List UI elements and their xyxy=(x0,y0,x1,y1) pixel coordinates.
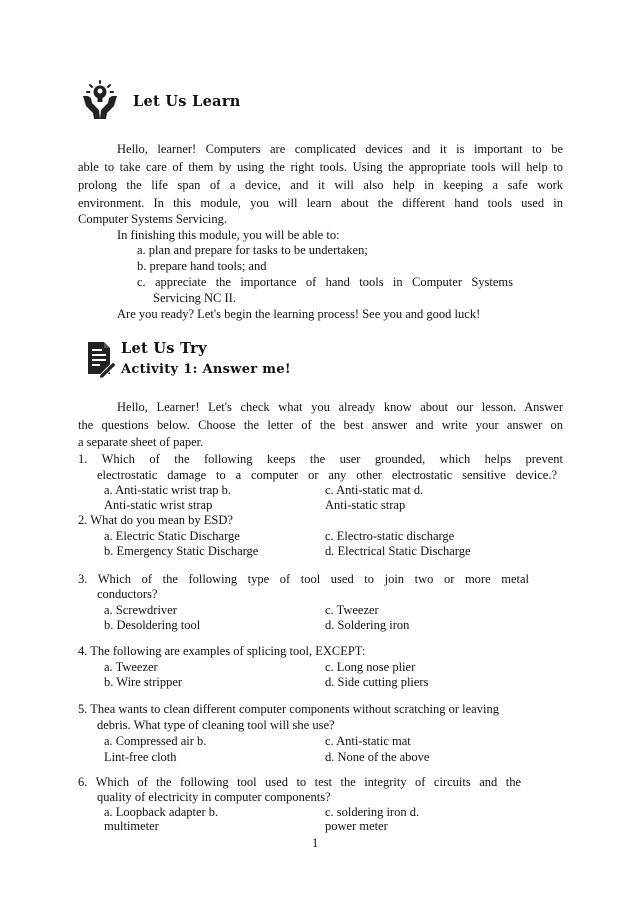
try-paragraph-line: a separate sheet of paper. xyxy=(78,435,204,449)
question-4-option: d. Side cutting pliers xyxy=(325,675,429,689)
question-1-text: 1. Which of the following keeps the user grounded, which helps prevent xyxy=(78,452,563,466)
question-5-option: a. Compressed air b. xyxy=(104,734,207,748)
question-6-option: a. Loopback adapter b. xyxy=(104,805,219,819)
objective-item: a. plan and prepare for tasks to be undertaken; xyxy=(137,243,368,257)
question-1-text: electrostatic damage to a computer or any other electrostatic sensitive device.? xyxy=(97,468,557,482)
question-4-option: b. Wire stripper xyxy=(104,675,183,689)
learn-paragraph-line: Computer Systems Servicing. xyxy=(78,212,227,226)
question-1-option: Anti-static strap xyxy=(325,498,406,512)
try-paragraph-line: the questions below. Choose the letter of the best answer and write your answer on xyxy=(78,418,563,432)
question-6-text: quality of electricity in computer components? xyxy=(97,790,331,804)
question-3-option: c. Tweezer xyxy=(325,603,379,617)
hands-lightbulb-icon xyxy=(80,80,120,120)
question-2-option: b. Emergency Static Discharge xyxy=(104,544,259,558)
try-paragraph-line: Hello, Learner! Let's check what you already know about our lesson. Answer xyxy=(117,400,563,414)
question-5-option: Lint-free cloth xyxy=(104,750,177,764)
learn-finishing: In finishing this module, you will be able to: xyxy=(117,228,340,242)
question-5-text: 5. Thea wants to clean different computer components without scratching or leaving xyxy=(78,702,499,716)
question-2-text: 2. What do you mean by ESD? xyxy=(78,513,233,527)
question-3-option: b. Desoldering tool xyxy=(104,618,201,632)
question-1-option: a. Anti-static wrist trap b. xyxy=(104,483,232,497)
question-5-option: d. None of the above xyxy=(325,750,430,764)
question-3-text: 3. Which of the following type of tool used to join two or more metal xyxy=(78,572,529,586)
objective-item: Servicing NC II. xyxy=(153,291,236,305)
learn-paragraph-line: prolong the life span of a device, and it will also help in keeping a safe work xyxy=(78,178,563,192)
question-6-text: 6. Which of the following tool used to test the integrity of circuits and the xyxy=(78,775,521,789)
try-heading: Let Us Try xyxy=(121,340,207,357)
learn-paragraph-line: able to take care of them by using the right tools. Using the appropriate tools will help to xyxy=(78,160,563,174)
question-6-option: power meter xyxy=(325,819,388,833)
question-2-option: a. Electric Static Discharge xyxy=(104,529,240,543)
question-5-text: debris. What type of cleaning tool will she use? xyxy=(97,718,335,732)
question-3-option: a. Screwdriver xyxy=(104,603,177,617)
question-3-option: d. Soldering iron xyxy=(325,618,410,632)
activity-title: Activity 1: Answer me! xyxy=(121,362,291,377)
objective-item: b. prepare hand tools; and xyxy=(137,259,267,273)
question-4-option: c. Long nose plier xyxy=(325,660,416,674)
question-2-option: d. Electrical Static Discharge xyxy=(325,544,471,558)
objective-item: c. appreciate the importance of hand tools in Computer Systems xyxy=(137,275,513,289)
question-4-option: a. Tweezer xyxy=(104,660,158,674)
question-4-text: 4. The following are examples of splicing tool, EXCEPT: xyxy=(78,644,366,658)
learn-paragraph-line: Hello, learner! Computers are complicated devices and it is important to be xyxy=(117,142,563,156)
learn-paragraph-line: environment. In this module, you will learn about the different hand tools used in xyxy=(78,196,563,210)
document-pencil-icon xyxy=(86,340,116,378)
question-3-text: conductors? xyxy=(97,587,158,601)
question-6-option: multimeter xyxy=(104,819,159,833)
question-1-option: Anti-static wrist strap xyxy=(104,498,213,512)
page-number: 1 xyxy=(312,836,319,850)
question-1-option: c. Anti-static mat d. xyxy=(325,483,424,497)
learn-heading: Let Us Learn xyxy=(133,93,241,110)
question-2-option: c. Electro-static discharge xyxy=(325,529,455,543)
learn-closing: Are you ready? Let's begin the learning process! See you and good luck! xyxy=(117,307,481,321)
question-6-option: c. soldering iron d. xyxy=(325,805,420,819)
question-5-option: c. Anti-static mat xyxy=(325,734,411,748)
